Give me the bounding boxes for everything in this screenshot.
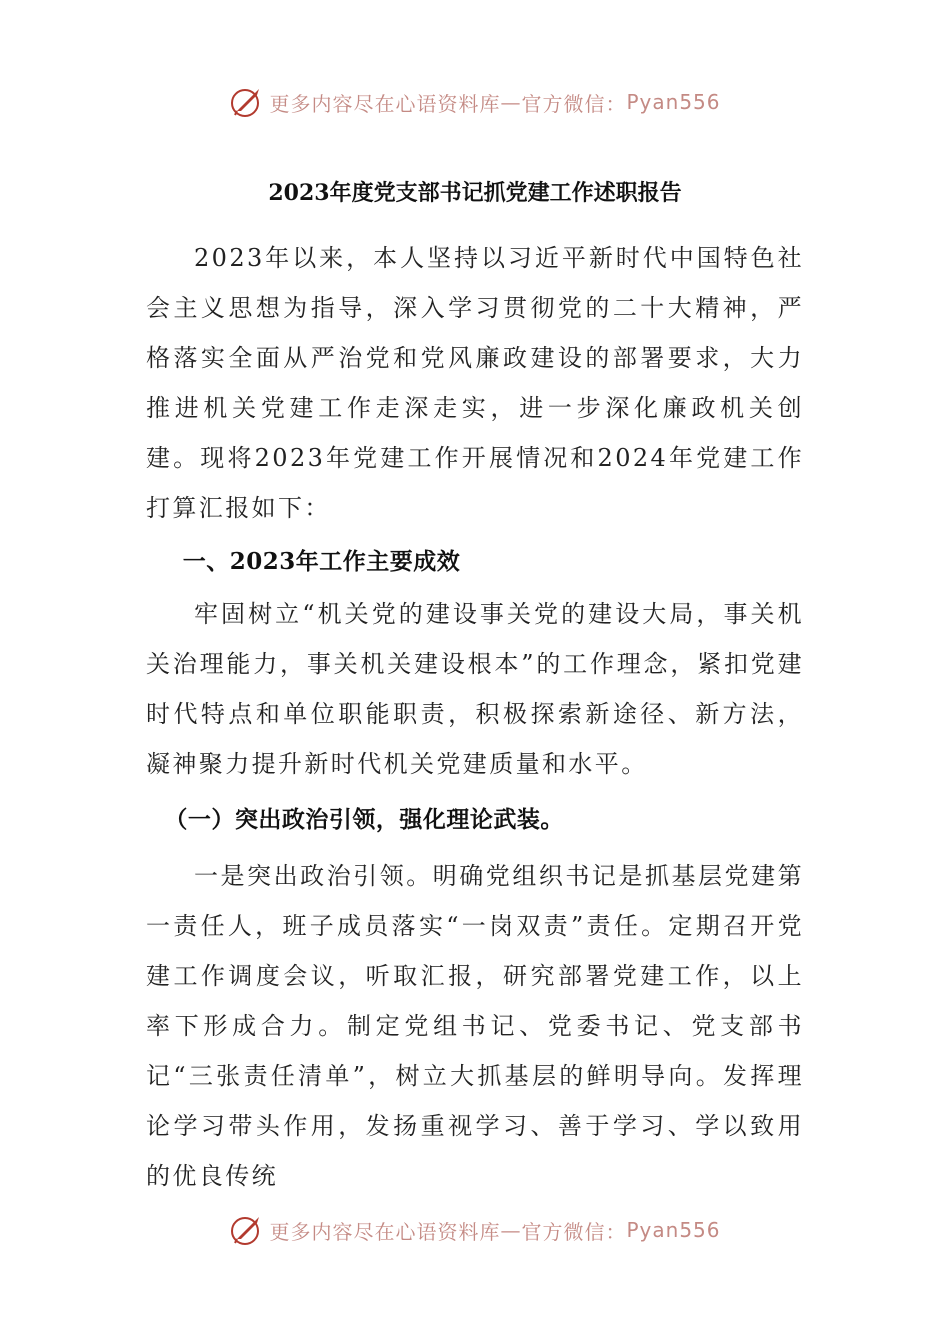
subsection-heading-1: （一）突出政治引领，强化理论武装。 [164,806,564,833]
quill-pen-logo-icon [229,1213,265,1247]
intro-paragraph: 2023年以来，本人坚持以习近平新时代中国特色社会主义思想为指导，深入学习贯彻党的二十大精神，严格落实全面从严治党和党风廉政建设的部署要求，大力推进机关党建工作走深走实，进一步深化廉政机关创建。现将2023年党建工作开展情况和2024年党建工作打算汇报如下： [146,244,804,522]
watermark-official-label: 官方微信： [521,1219,627,1244]
section-heading-1: 一、2023年工作主要成效 [182,548,461,575]
watermark-separator: — [500,1218,522,1242]
watermark-official-label: 官方微信： [521,91,627,116]
watermark-text: 更多内容尽在心语资料库 [269,1219,501,1244]
document-title: 2023年度党支部书记抓党建工作述职报告 [268,180,682,206]
section1-paragraph: 牢固树立“机关党的建设事关党的建设大局，事关机关治理能力，事关机关建设根本”的工作理念，紧扣党建时代特点和单位职能职责，积极探索新途径、新方法，凝神聚力提升新时代机关党建质量和水平。 [146,600,804,778]
watermark-text: 更多内容尽在心语资料库 [269,91,501,116]
quill-pen-logo-icon [229,85,265,119]
watermark-account: Pyan556 [626,1218,721,1242]
subsection1-paragraph: 一是突出政治引领。明确党组织书记是抓基层党建第一责任人，班子成员落实“一岗双责”责任。定期召开党建工作调度会议，听取汇报，研究部署党建工作，以上率下形成合力。制定党组书记、党委书记、党支部书记“三张责任清单”，树立大抓基层的鲜明导向。发挥理论学习带头作用，发扬重视学习、善于学习、学以致用的优良传统 [146,862,804,1190]
watermark-account: Pyan556 [626,90,721,114]
document-body [146,233,804,1201]
watermark-footer [0,1210,950,1250]
watermark-separator: — [500,90,522,114]
watermark-header [0,82,950,122]
